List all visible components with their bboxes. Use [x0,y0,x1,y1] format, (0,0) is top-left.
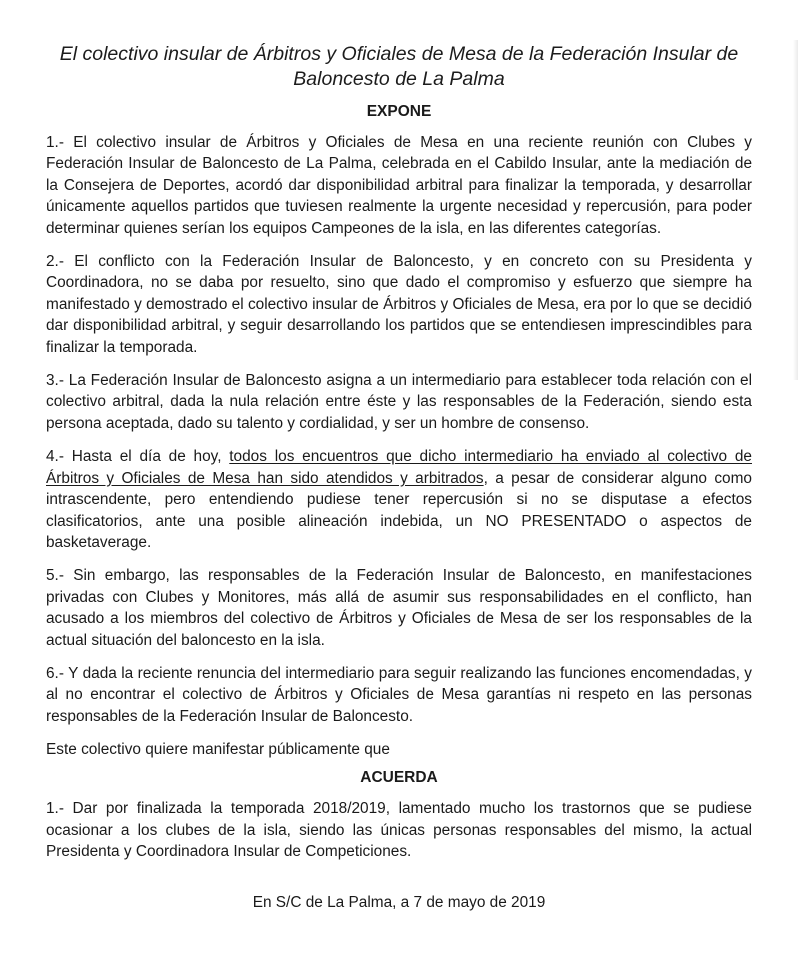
document-body [46,42,752,913]
point-3: 3.- La Federación Insular de Baloncesto asigna a un intermediario para establecer toda relación con el colectivo arbitral, dada la nula relación entre éste y las responsables de la Federación, siendo esta persona aceptada, dado su talento y cordialidad, y ser un hombre de consenso. [46,372,752,432]
statement-intro: Este colectivo quiere manifestar públicamente que [46,741,390,759]
point-6: 6.- Y dada la reciente renuncia del intermediario para seguir realizando las funciones encomendadas, y al no encontrar el colectivo de Árbitros y Oficiales de Mesa garantías ni respeto en las personas responsables de la Federación Insular de Baloncesto. [46,664,752,725]
point-4 [46,446,752,553]
heading-expone: EXPONE [366,103,432,120]
document-title: El colectivo insular de Árbitros y Oficiales de Mesa de la Federación Insular de Baloncesto de La Palma [59,43,739,90]
point-1: 1.- El colectivo insular de Árbitros y Oficiales de Mesa en una reciente reunión con Clubes y Federación Insular de Baloncesto de La Palma, celebrada en el Cabildo Insular, ante la mediación de la Consejera de Deportes, acordó dar disponibilidad arbitral para finalizar la temporada, y desarrollar únicamente aquellos partidos que tuviesen realmente la urgente necesidad y repercusión, para poder determinar quienes serían los equipos Campeones de la isla, en las diferentes categorías. [46,134,752,237]
point-4-rest: , a pesar de considerar alguno como intrascendente, pero entendiendo pudiese tener repercusión si no se disputase a efectos clasificatorios, ante una posible alineación indebida, un NO PRESENTADO o aspectos de basketaverage. [46,469,752,551]
point-4-intro: 4.- Hasta el día de hoy, [46,448,230,466]
page-edge-shadow [793,40,798,380]
point-4-underlined: todos los encuentros que dicho intermediario ha enviado al colectivo de Árbitros y Oficiales de Mesa han sido atendidos y arbitrados [46,448,752,487]
point-5: 5.- Sin embargo, las responsables de la Federación Insular de Baloncesto, en manifestaciones privadas con Clubes y Monitores, más allá de asumir sus responsabilidades en el conflicto, han acusado a los miembros del colectivo de Árbitros y Oficiales de Mesa de ser los responsables de la actual situación del baloncesto en la isla. [46,567,752,649]
date-line: En S/C de La Palma, a 7 de mayo de 2019 [252,894,546,912]
heading-acuerda: ACUERDA [360,769,438,787]
point-2: 2.- El conflicto con la Federación Insular de Baloncesto, y en concreto con su Presidenta y Coordinadora, no se daba por resuelto, sino que dado el compromiso y esfuerzo que siempre ha manifestado y demostrado el colectivo insular de Árbitros y Oficiales de Mesa, era por lo que se decidió dar disponibilidad arbitral, y seguir desarrollando los partidos que se entendiesen imprescindibles para finalizar la temporada. [46,253,752,356]
agreement-1: 1.- Dar por finalizada la temporada 2018/2019, lamentado mucho los trastornos que se pudiese ocasionar a los clubes de la isla, siendo las únicas personas responsables del mismo, la actual Presidenta y Coordinadora Insular de Competiciones. [46,800,752,860]
